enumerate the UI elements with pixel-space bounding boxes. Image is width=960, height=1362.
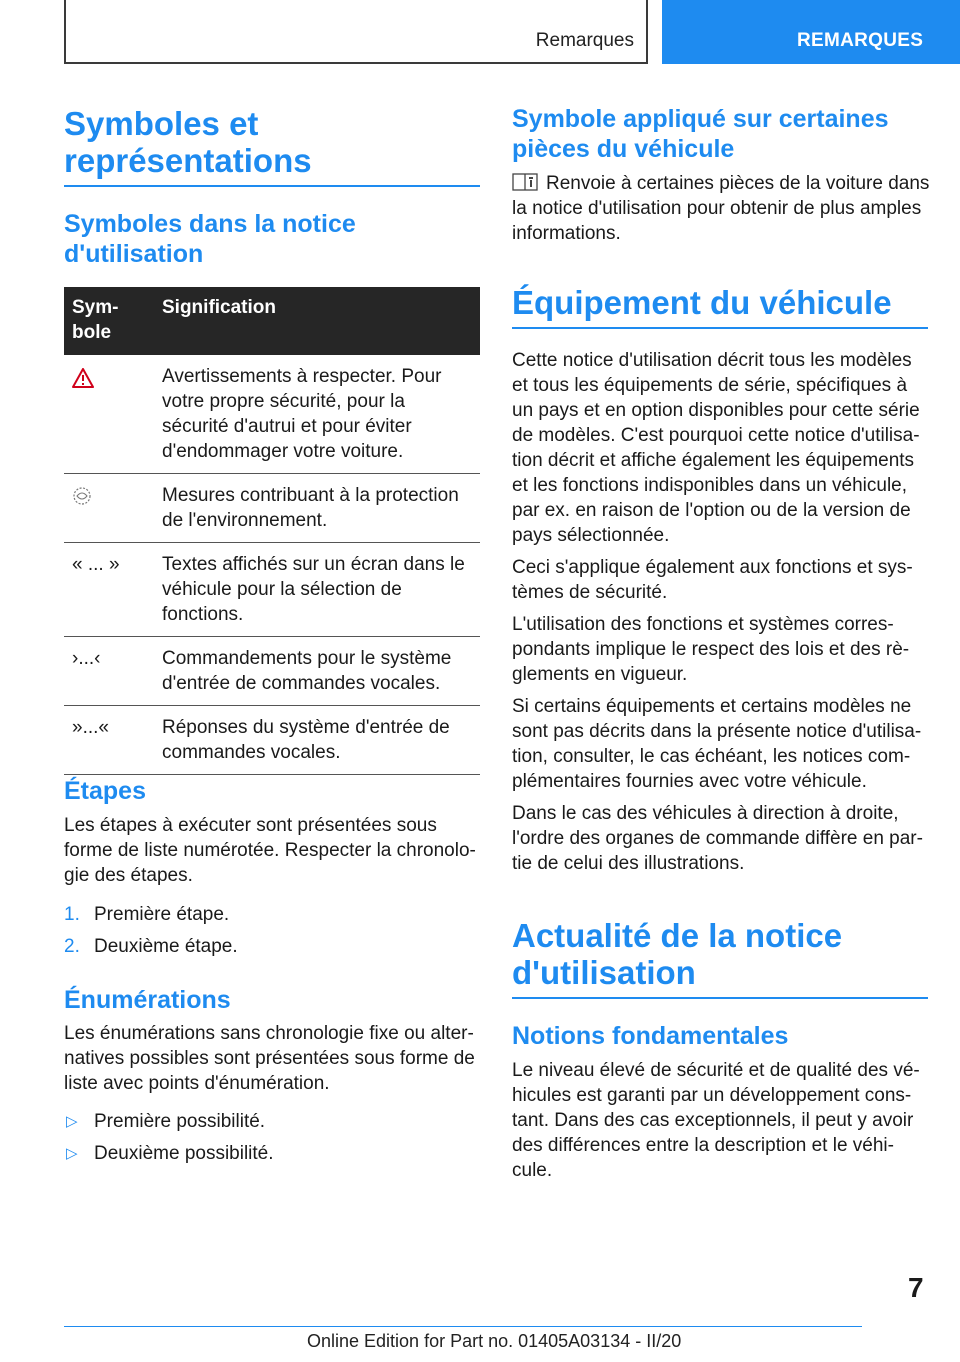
table-row — [64, 706, 480, 775]
main-heading: Symboles et représentations — [64, 105, 480, 187]
footer-edition: Online Edition for Part no. 01405A03134 - II/20 — [307, 1331, 682, 1351]
meaning-cell: Textes affichés sur un écran dans le véhicule pour la sélection de fonctions. — [154, 543, 480, 637]
paragraph: Si certains équipements et certains modèles ne sont pas décrits dans la présente notice d'utilisa‐ tion, consulter, le cas échéant, les notices com‐ plémentaires fournies avec votre véhicule. — [512, 696, 922, 792]
paragraph: L'utilisation des fonctions et systèmes corres‐ pondants implique le respect des lois et des rè‐ glements en vigueur. — [512, 614, 910, 685]
symbols-heading: Symboles dans la notice d'utilisation — [64, 210, 356, 268]
currency-heading: Actualité de la notice d'utilisation — [512, 917, 928, 999]
chapter-tab[interactable] — [662, 0, 960, 64]
symbol-cell: ›...‹ — [64, 637, 154, 706]
enum-text: Les énumérations sans chronologie fixe ou alter‐ natives possibles sont présentées sous forme de liste avec points d'énumération. — [64, 1023, 475, 1094]
warning-triangle-icon — [72, 368, 94, 388]
bullet-triangle-icon: ▷ — [66, 1113, 78, 1130]
footer-divider — [64, 1326, 862, 1327]
steps-heading: Étapes — [64, 777, 146, 805]
symbols-table — [64, 287, 480, 775]
symbol-cell — [64, 355, 154, 474]
enum-heading: Énumérations — [64, 986, 231, 1014]
parts-text: Renvoie à certaines pièces de la voiture dans la notice d'utilisation pour obtenir de plus amples informations. — [512, 173, 930, 244]
symbol-cell: « ... » — [64, 543, 154, 637]
meaning-cell: Mesures contribuant à la protection de l'environnement. — [154, 474, 480, 543]
steps-text: Les étapes à exécuter sont présentées sous forme de liste numérotée. Respecter la chronolo‐ gie des étapes. — [64, 815, 476, 886]
table-row — [64, 355, 480, 474]
table-row — [64, 543, 480, 637]
basics-heading: Notions fondamentales — [512, 1022, 789, 1050]
table-header-row — [64, 287, 480, 355]
symbol-cell — [64, 474, 154, 543]
equipment-heading: Équipement du véhicule — [512, 284, 928, 329]
table-row — [64, 637, 480, 706]
paragraph: Dans le cas des véhicules à direction à droite, l'ordre des organes de commande diffère en par‐ tie de celui des illustrations. — [512, 803, 923, 874]
meaning-cell: Commandements pour le système d'entrée de commandes vocales. — [154, 637, 480, 706]
meaning-cell: Avertissements à respecter. Pour votre propre sécurité, pour la sécurité d'autrui et pour éviter d'endommager votre voiture. — [154, 355, 480, 474]
table-row — [64, 474, 480, 543]
paragraph: Ceci s'applique également aux fonctions et sys‐ tèmes de sécurité. — [512, 557, 913, 603]
symbol-cell: »...« — [64, 706, 154, 775]
col-meaning-header: Signification — [154, 287, 480, 355]
equipment-text — [512, 348, 928, 876]
parts-heading: Symbole appliqué sur certaines pièces du véhicule — [512, 105, 889, 163]
bullet-triangle-icon: ▷ — [66, 1145, 78, 1162]
vehicle-parts-symbol-icon — [512, 173, 538, 191]
environment-icon — [72, 486, 92, 506]
section-label: Remarques — [535, 30, 634, 51]
header-frame — [64, 0, 648, 64]
basics-text: Le niveau élevé de sécurité et de qualité des vé‐ hicules est garanti par un développement cons‐ tant. Dans des cas exceptionnels, il peut y avoir des différences entre la description et le véhi‐ cule. — [512, 1060, 920, 1181]
paragraph: Cette notice d'utilisation décrit tous les modèles et tous les équipements de série, spécifiques à un pays et en option disponibles pour cette série de modèles. C'est pourquoi cette notice d'utilisa‐ tion décrit et affiche également les équipements et les fonctions indisponibles dans un véhicule, par ex. en raison de l'option ou de la version de pays sélectionnée. — [512, 350, 920, 546]
meaning-cell: Réponses du système d'entrée de commandes vocales. — [154, 706, 480, 775]
chapter-tab-label: REMARQUES — [797, 30, 924, 51]
page-number: 7 — [908, 1272, 924, 1303]
col-symbol-header: Sym- bole — [64, 287, 154, 355]
